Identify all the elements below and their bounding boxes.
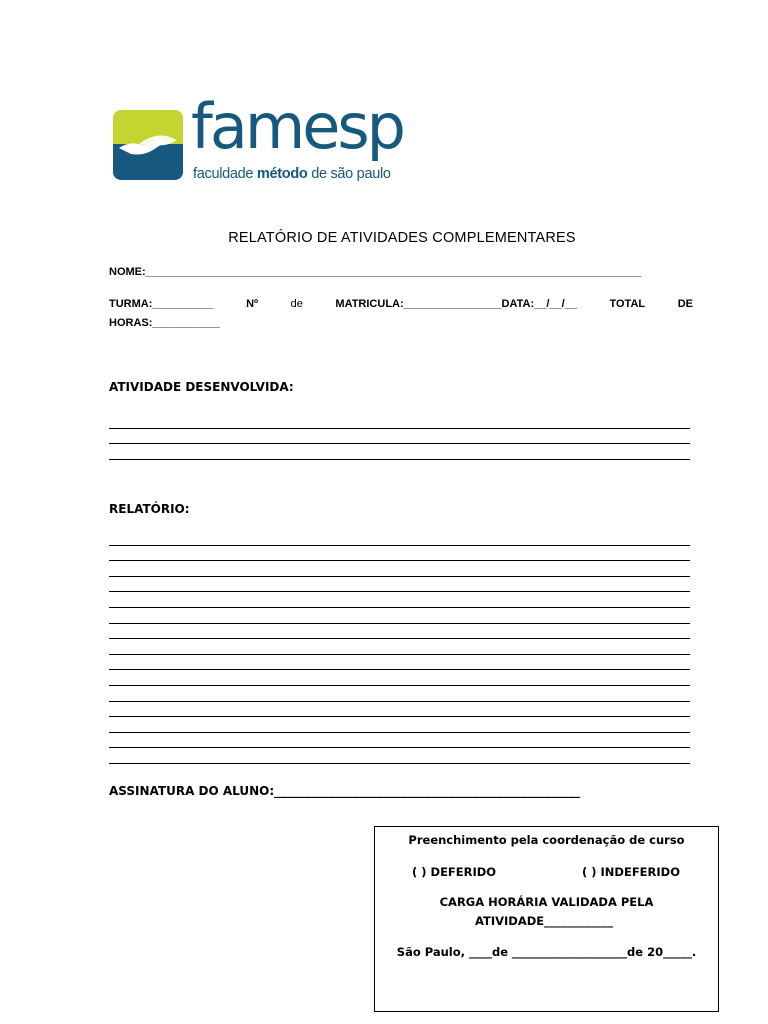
indeferido-checkbox[interactable]: ( ) INDEFERIDO bbox=[582, 865, 680, 879]
logo-wordmark: famesp bbox=[191, 90, 404, 163]
relatorio-label: RELATÓRIO: bbox=[109, 502, 190, 516]
turma-field[interactable]: TURMA:__________ bbox=[109, 298, 214, 310]
blank-line[interactable] bbox=[109, 577, 690, 593]
form-title: RELATÓRIO DE ATIVIDADES COMPLEMENTARES bbox=[228, 230, 576, 246]
coordenacao-title: Preenchimento pela coordenação de curso bbox=[408, 833, 685, 847]
de-label-2: DE bbox=[677, 298, 693, 310]
carga-label: CARGA HORÁRIA VALIDADA PELA bbox=[439, 895, 654, 909]
coordenacao-box bbox=[374, 826, 719, 1012]
blank-line[interactable] bbox=[109, 639, 690, 655]
blank-line[interactable] bbox=[109, 702, 690, 718]
blank-line[interactable] bbox=[109, 546, 690, 562]
blank-line[interactable] bbox=[109, 670, 690, 686]
relatorio-lines[interactable] bbox=[109, 530, 690, 764]
horas-field[interactable]: HORAS:___________ bbox=[109, 317, 220, 329]
de-label: de bbox=[290, 298, 303, 310]
blank-line[interactable] bbox=[109, 686, 690, 702]
blank-line[interactable] bbox=[109, 444, 690, 460]
deferido-checkbox[interactable]: ( ) DEFERIDO bbox=[412, 865, 497, 879]
blank-line[interactable] bbox=[109, 592, 690, 608]
assinatura-field[interactable]: ASSINATURA DO ALUNO:___________________________________________________ bbox=[109, 784, 581, 798]
blank-line[interactable] bbox=[109, 530, 690, 546]
blank-line[interactable] bbox=[109, 717, 690, 733]
blank-line[interactable] bbox=[109, 608, 690, 624]
blank-line[interactable] bbox=[109, 624, 690, 640]
blank-line[interactable] bbox=[109, 429, 690, 445]
atividade-lines[interactable] bbox=[109, 413, 690, 460]
logo-tagline: faculdade método de são paulo bbox=[193, 166, 391, 182]
total-label: TOTAL bbox=[609, 298, 646, 310]
blank-line[interactable] bbox=[109, 655, 690, 671]
data-field[interactable]: São Paulo, ____de ____________________de 20_____. bbox=[396, 945, 697, 959]
turma-row bbox=[109, 298, 693, 310]
atividade-label: ATIVIDADE DESENVOLVIDA: bbox=[109, 380, 294, 394]
numero-label: Nº bbox=[246, 298, 259, 310]
matricula-data-field[interactable]: MATRICULA:________________DATA:__/__/__ bbox=[335, 298, 577, 310]
blank-line[interactable] bbox=[109, 748, 690, 764]
nome-field[interactable]: NOME:_________________________________________________________________________________ bbox=[109, 266, 642, 278]
blank-line[interactable] bbox=[109, 413, 690, 429]
carga-field[interactable]: ATIVIDADE____________ bbox=[475, 914, 614, 928]
hands-logo-icon bbox=[113, 110, 183, 180]
blank-line[interactable] bbox=[109, 733, 690, 749]
blank-line[interactable] bbox=[109, 561, 690, 577]
famesp-logo bbox=[113, 90, 404, 186]
